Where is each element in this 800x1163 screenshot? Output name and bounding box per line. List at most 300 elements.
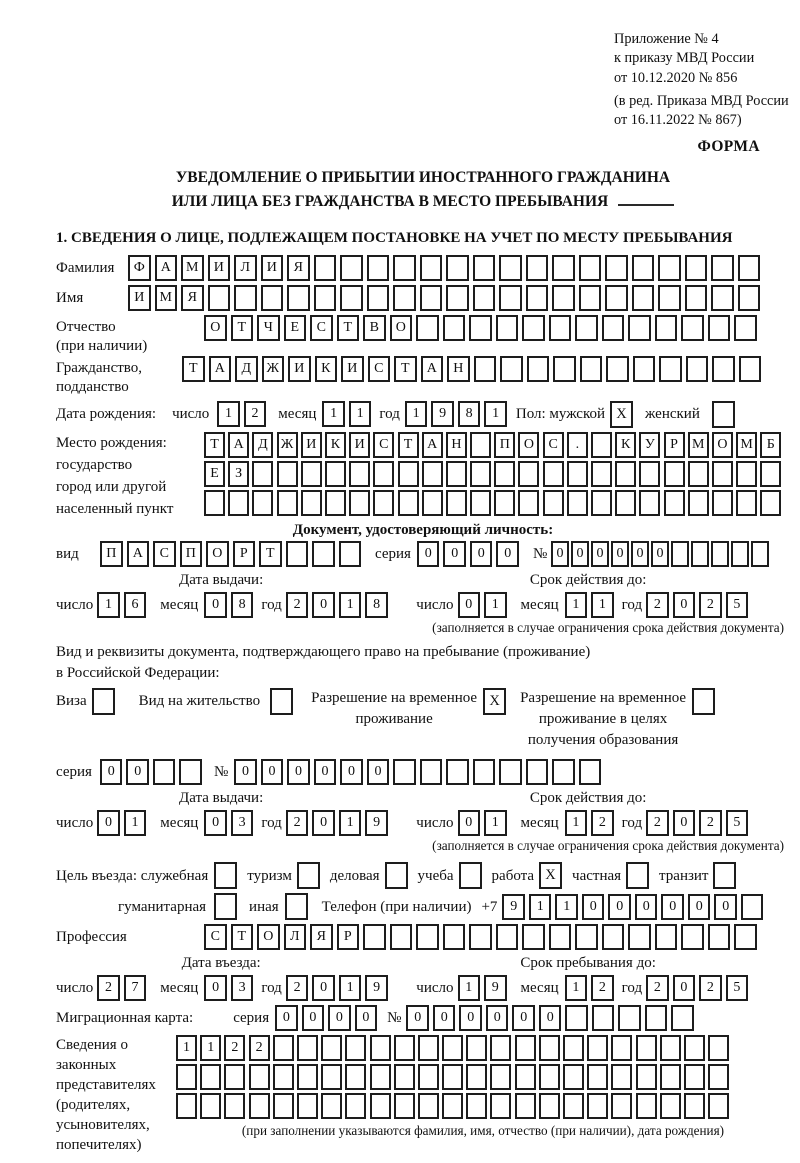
char-cell[interactable] [660, 1064, 681, 1090]
char-cell[interactable] [446, 461, 467, 487]
char-cell[interactable] [515, 1064, 536, 1090]
char-cell[interactable]: У [639, 432, 660, 458]
char-cell[interactable]: 0 [340, 759, 363, 785]
char-cell[interactable] [587, 1093, 608, 1119]
char-cell[interactable]: П [180, 541, 203, 567]
char-cell[interactable]: 3 [231, 810, 254, 836]
char-cell[interactable] [739, 356, 762, 382]
entry-year-cells[interactable] [286, 975, 392, 1001]
doc-valid-year-cells[interactable] [646, 592, 752, 618]
char-cell[interactable]: 2 [244, 401, 267, 427]
char-cell[interactable]: 0 [275, 1005, 298, 1031]
char-cell[interactable] [760, 461, 781, 487]
char-cell[interactable]: В [363, 315, 386, 341]
char-cell[interactable]: П [100, 541, 123, 567]
char-cell[interactable]: 9 [431, 401, 454, 427]
sex-male-checkbox[interactable]: X [610, 401, 633, 428]
char-cell[interactable]: И [261, 255, 284, 281]
char-cell[interactable] [552, 759, 575, 785]
char-cell[interactable]: 1 [217, 401, 240, 427]
char-cell[interactable] [711, 285, 734, 311]
char-cell[interactable]: 1 [458, 975, 481, 1001]
char-cell[interactable] [443, 315, 466, 341]
char-cell[interactable]: 1 [349, 401, 372, 427]
char-cell[interactable]: 0 [661, 894, 684, 920]
char-cell[interactable]: 6 [124, 592, 147, 618]
char-cell[interactable] [367, 255, 390, 281]
char-cell[interactable]: 0 [261, 759, 284, 785]
char-cell[interactable] [204, 490, 225, 516]
char-cell[interactable]: 0 [367, 759, 390, 785]
char-cell[interactable]: 1 [176, 1035, 197, 1061]
char-cell[interactable]: Я [181, 285, 204, 311]
char-cell[interactable] [363, 924, 386, 950]
char-cell[interactable] [345, 1064, 366, 1090]
char-cell[interactable] [605, 255, 628, 281]
char-cell[interactable] [321, 1093, 342, 1119]
char-cell[interactable] [575, 315, 598, 341]
char-cell[interactable] [321, 1035, 342, 1061]
char-cell[interactable] [370, 1035, 391, 1061]
doc-valid-month-cells[interactable] [565, 592, 618, 618]
char-cell[interactable]: С [373, 432, 394, 458]
char-cell[interactable]: 0 [714, 894, 737, 920]
char-cell[interactable]: Т [231, 315, 254, 341]
char-cell[interactable]: 1 [484, 810, 507, 836]
char-cell[interactable]: А [155, 255, 178, 281]
char-cell[interactable] [734, 315, 757, 341]
char-cell[interactable]: 2 [249, 1035, 270, 1061]
mig-series-cells[interactable] [275, 1005, 381, 1031]
char-cell[interactable] [470, 461, 491, 487]
char-cell[interactable] [393, 759, 416, 785]
char-cell[interactable]: Р [664, 432, 685, 458]
char-cell[interactable]: Т [394, 356, 417, 382]
stayuntil-month-cells[interactable] [565, 975, 618, 1001]
char-cell[interactable]: Я [287, 255, 310, 281]
char-cell[interactable] [301, 490, 322, 516]
char-cell[interactable] [712, 461, 733, 487]
char-cell[interactable] [321, 1064, 342, 1090]
char-cell[interactable] [563, 1093, 584, 1119]
char-cell[interactable]: Я [310, 924, 333, 950]
char-cell[interactable] [176, 1093, 197, 1119]
char-cell[interactable] [575, 924, 598, 950]
char-cell[interactable] [685, 255, 708, 281]
char-cell[interactable] [522, 924, 545, 950]
char-cell[interactable] [708, 1064, 729, 1090]
char-cell[interactable]: Т [231, 924, 254, 950]
char-cell[interactable] [639, 490, 660, 516]
char-cell[interactable] [543, 461, 564, 487]
phone-cells[interactable] [502, 894, 767, 920]
char-cell[interactable]: Р [233, 541, 256, 567]
purpose-official-checkbox[interactable] [214, 862, 237, 889]
char-cell[interactable] [490, 1093, 511, 1119]
char-cell[interactable]: С [153, 541, 176, 567]
char-cell[interactable] [684, 1093, 705, 1119]
char-cell[interactable]: Б [760, 432, 781, 458]
char-cell[interactable]: 2 [699, 810, 722, 836]
char-cell[interactable] [552, 285, 575, 311]
char-cell[interactable] [632, 255, 655, 281]
char-cell[interactable] [312, 541, 335, 567]
char-cell[interactable] [539, 1035, 560, 1061]
char-cell[interactable] [442, 1035, 463, 1061]
legal-cells-2[interactable] [176, 1064, 790, 1090]
char-cell[interactable]: И [128, 285, 151, 311]
char-cell[interactable]: 0 [314, 759, 337, 785]
char-cell[interactable]: 0 [417, 541, 440, 567]
char-cell[interactable] [579, 255, 602, 281]
char-cell[interactable]: И [208, 255, 231, 281]
char-cell[interactable]: 2 [699, 592, 722, 618]
char-cell[interactable] [228, 490, 249, 516]
char-cell[interactable] [549, 924, 572, 950]
char-cell[interactable] [208, 285, 231, 311]
char-cell[interactable] [660, 1035, 681, 1061]
char-cell[interactable] [277, 490, 298, 516]
char-cell[interactable] [297, 1035, 318, 1061]
legal-cells-1[interactable] [176, 1035, 790, 1061]
char-cell[interactable]: 0 [486, 1005, 509, 1031]
char-cell[interactable]: Т [398, 432, 419, 458]
char-cell[interactable] [632, 285, 655, 311]
char-cell[interactable]: Д [252, 432, 273, 458]
purpose-work-checkbox[interactable]: X [539, 862, 562, 889]
birthplace-cells-3[interactable] [204, 490, 785, 516]
char-cell[interactable]: 2 [646, 810, 669, 836]
char-cell[interactable] [179, 759, 202, 785]
char-cell[interactable] [685, 285, 708, 311]
char-cell[interactable]: 0 [458, 592, 481, 618]
char-cell[interactable] [176, 1064, 197, 1090]
char-cell[interactable] [611, 1064, 632, 1090]
char-cell[interactable] [684, 1064, 705, 1090]
char-cell[interactable] [234, 285, 257, 311]
char-cell[interactable] [499, 285, 522, 311]
char-cell[interactable] [349, 490, 370, 516]
char-cell[interactable] [474, 356, 497, 382]
char-cell[interactable] [473, 285, 496, 311]
char-cell[interactable]: А [209, 356, 232, 382]
char-cell[interactable] [636, 1035, 657, 1061]
char-cell[interactable]: 1 [124, 810, 147, 836]
purpose-business-checkbox[interactable] [385, 862, 408, 889]
char-cell[interactable] [681, 315, 704, 341]
char-cell[interactable]: 0 [512, 1005, 535, 1031]
char-cell[interactable]: 0 [673, 975, 696, 1001]
char-cell[interactable] [563, 1064, 584, 1090]
char-cell[interactable] [420, 285, 443, 311]
char-cell[interactable] [567, 461, 588, 487]
char-cell[interactable]: 9 [502, 894, 525, 920]
visa-checkbox[interactable] [92, 688, 115, 715]
char-cell[interactable]: 0 [571, 541, 589, 567]
char-cell[interactable] [373, 461, 394, 487]
residence-permit-checkbox[interactable] [270, 688, 293, 715]
stay-valid-year-cells[interactable] [646, 810, 752, 836]
char-cell[interactable] [731, 541, 749, 567]
char-cell[interactable] [580, 356, 603, 382]
char-cell[interactable] [252, 490, 273, 516]
char-cell[interactable] [636, 1093, 657, 1119]
char-cell[interactable]: 8 [458, 401, 481, 427]
char-cell[interactable] [708, 1035, 729, 1061]
char-cell[interactable] [370, 1093, 391, 1119]
char-cell[interactable] [442, 1064, 463, 1090]
char-cell[interactable] [490, 1064, 511, 1090]
doc-valid-day-cells[interactable] [458, 592, 511, 618]
char-cell[interactable] [660, 1093, 681, 1119]
char-cell[interactable]: О [257, 924, 280, 950]
char-cell[interactable]: К [315, 356, 338, 382]
char-cell[interactable] [691, 541, 709, 567]
char-cell[interactable] [340, 285, 363, 311]
char-cell[interactable] [591, 432, 612, 458]
char-cell[interactable] [473, 759, 496, 785]
char-cell[interactable] [711, 255, 734, 281]
char-cell[interactable]: 1 [339, 810, 362, 836]
char-cell[interactable] [664, 490, 685, 516]
char-cell[interactable]: 0 [312, 975, 335, 1001]
char-cell[interactable]: Л [234, 255, 257, 281]
stay-number-cells[interactable] [234, 759, 605, 785]
char-cell[interactable] [496, 924, 519, 950]
char-cell[interactable]: Е [204, 461, 225, 487]
char-cell[interactable]: 0 [406, 1005, 429, 1031]
stay-issue-month-cells[interactable] [204, 810, 257, 836]
char-cell[interactable]: А [422, 432, 443, 458]
char-cell[interactable] [655, 315, 678, 341]
char-cell[interactable] [420, 759, 443, 785]
char-cell[interactable] [587, 1035, 608, 1061]
char-cell[interactable] [659, 356, 682, 382]
char-cell[interactable] [708, 315, 731, 341]
stayuntil-year-cells[interactable] [646, 975, 752, 1001]
char-cell[interactable] [518, 461, 539, 487]
char-cell[interactable] [526, 285, 549, 311]
char-cell[interactable] [587, 1064, 608, 1090]
char-cell[interactable]: Т [182, 356, 205, 382]
char-cell[interactable] [446, 490, 467, 516]
char-cell[interactable]: 0 [126, 759, 149, 785]
char-cell[interactable]: М [155, 285, 178, 311]
purpose-tourism-checkbox[interactable] [297, 862, 320, 889]
char-cell[interactable]: И [301, 432, 322, 458]
char-cell[interactable]: Р [337, 924, 360, 950]
char-cell[interactable] [469, 315, 492, 341]
legal-cells-3[interactable] [176, 1093, 790, 1119]
char-cell[interactable]: 0 [551, 541, 569, 567]
char-cell[interactable] [527, 356, 550, 382]
char-cell[interactable]: 8 [365, 592, 388, 618]
char-cell[interactable]: 0 [459, 1005, 482, 1031]
char-cell[interactable] [367, 285, 390, 311]
char-cell[interactable] [224, 1093, 245, 1119]
char-cell[interactable]: 1 [565, 975, 588, 1001]
char-cell[interactable] [393, 255, 416, 281]
char-cell[interactable] [579, 759, 602, 785]
char-cell[interactable] [526, 759, 549, 785]
char-cell[interactable]: 5 [726, 592, 749, 618]
char-cell[interactable]: П [494, 432, 515, 458]
char-cell[interactable]: 2 [286, 810, 309, 836]
char-cell[interactable]: 0 [443, 541, 466, 567]
char-cell[interactable] [618, 1005, 641, 1031]
char-cell[interactable] [628, 315, 651, 341]
char-cell[interactable] [605, 285, 628, 311]
char-cell[interactable]: 1 [529, 894, 552, 920]
stay-issue-year-cells[interactable] [286, 810, 392, 836]
char-cell[interactable] [418, 1064, 439, 1090]
char-cell[interactable] [345, 1035, 366, 1061]
char-cell[interactable] [591, 490, 612, 516]
char-cell[interactable]: 2 [97, 975, 120, 1001]
char-cell[interactable]: Д [235, 356, 258, 382]
char-cell[interactable] [416, 315, 439, 341]
char-cell[interactable] [200, 1093, 221, 1119]
char-cell[interactable] [394, 1093, 415, 1119]
char-cell[interactable]: И [288, 356, 311, 382]
char-cell[interactable] [252, 461, 273, 487]
char-cell[interactable] [277, 461, 298, 487]
char-cell[interactable] [565, 1005, 588, 1031]
char-cell[interactable] [249, 1064, 270, 1090]
purpose-study-checkbox[interactable] [459, 862, 482, 889]
char-cell[interactable]: 0 [673, 810, 696, 836]
char-cell[interactable]: 5 [726, 810, 749, 836]
char-cell[interactable] [466, 1064, 487, 1090]
char-cell[interactable] [446, 255, 469, 281]
char-cell[interactable] [273, 1064, 294, 1090]
char-cell[interactable] [466, 1035, 487, 1061]
char-cell[interactable] [539, 1064, 560, 1090]
char-cell[interactable]: 1 [322, 401, 345, 427]
char-cell[interactable] [446, 285, 469, 311]
char-cell[interactable] [579, 285, 602, 311]
stay-valid-day-cells[interactable] [458, 810, 511, 836]
char-cell[interactable]: М [736, 432, 757, 458]
char-cell[interactable] [325, 461, 346, 487]
char-cell[interactable]: 0 [631, 541, 649, 567]
doc-issue-month-cells[interactable] [204, 592, 257, 618]
char-cell[interactable] [522, 315, 545, 341]
char-cell[interactable] [394, 1064, 415, 1090]
char-cell[interactable] [470, 490, 491, 516]
char-cell[interactable] [591, 461, 612, 487]
char-cell[interactable]: 0 [611, 541, 629, 567]
char-cell[interactable] [420, 255, 443, 281]
char-cell[interactable] [394, 1035, 415, 1061]
char-cell[interactable]: 2 [286, 592, 309, 618]
char-cell[interactable] [602, 315, 625, 341]
char-cell[interactable] [273, 1093, 294, 1119]
char-cell[interactable] [602, 924, 625, 950]
char-cell[interactable] [499, 759, 522, 785]
purpose-private-checkbox[interactable] [626, 862, 649, 889]
char-cell[interactable]: Т [204, 432, 225, 458]
char-cell[interactable]: К [615, 432, 636, 458]
entry-day-cells[interactable] [97, 975, 150, 1001]
char-cell[interactable]: 2 [591, 810, 614, 836]
char-cell[interactable] [543, 490, 564, 516]
char-cell[interactable]: 0 [608, 894, 631, 920]
char-cell[interactable] [711, 541, 729, 567]
char-cell[interactable]: 1 [565, 810, 588, 836]
char-cell[interactable]: 0 [582, 894, 605, 920]
rvp-education-checkbox[interactable] [692, 688, 715, 715]
char-cell[interactable]: 1 [339, 592, 362, 618]
char-cell[interactable]: Ф [128, 255, 151, 281]
char-cell[interactable] [741, 894, 764, 920]
char-cell[interactable] [494, 490, 515, 516]
char-cell[interactable] [398, 461, 419, 487]
char-cell[interactable] [636, 1064, 657, 1090]
char-cell[interactable] [628, 924, 651, 950]
char-cell[interactable]: Н [447, 356, 470, 382]
char-cell[interactable] [645, 1005, 668, 1031]
char-cell[interactable] [552, 255, 575, 281]
char-cell[interactable] [567, 490, 588, 516]
char-cell[interactable]: И [349, 432, 370, 458]
char-cell[interactable]: О [712, 432, 733, 458]
char-cell[interactable]: 0 [673, 592, 696, 618]
char-cell[interactable]: 0 [287, 759, 310, 785]
char-cell[interactable] [526, 255, 549, 281]
char-cell[interactable] [442, 1093, 463, 1119]
char-cell[interactable] [658, 255, 681, 281]
char-cell[interactable] [549, 315, 572, 341]
char-cell[interactable] [658, 285, 681, 311]
char-cell[interactable]: 0 [302, 1005, 325, 1031]
rvp-checkbox[interactable]: X [483, 688, 506, 715]
char-cell[interactable]: 2 [646, 975, 669, 1001]
patronymic-cells[interactable] [204, 315, 761, 341]
char-cell[interactable]: Е [284, 315, 307, 341]
char-cell[interactable] [686, 356, 709, 382]
birthplace-cells-1[interactable] [204, 432, 785, 458]
char-cell[interactable] [736, 461, 757, 487]
char-cell[interactable] [249, 1093, 270, 1119]
citizenship-cells[interactable] [182, 356, 765, 382]
char-cell[interactable]: С [543, 432, 564, 458]
char-cell[interactable]: 0 [328, 1005, 351, 1031]
char-cell[interactable] [738, 285, 761, 311]
char-cell[interactable] [760, 490, 781, 516]
char-cell[interactable] [518, 490, 539, 516]
char-cell[interactable] [261, 285, 284, 311]
char-cell[interactable] [655, 924, 678, 950]
char-cell[interactable] [314, 255, 337, 281]
char-cell[interactable]: С [368, 356, 391, 382]
char-cell[interactable]: А [127, 541, 150, 567]
birthplace-cells-2[interactable] [204, 461, 785, 487]
char-cell[interactable] [273, 1035, 294, 1061]
char-cell[interactable] [671, 1005, 694, 1031]
char-cell[interactable]: 1 [200, 1035, 221, 1061]
char-cell[interactable] [398, 490, 419, 516]
doc-type-cells[interactable] [100, 541, 365, 567]
mig-number-cells[interactable] [406, 1005, 698, 1031]
char-cell[interactable] [738, 255, 761, 281]
char-cell[interactable] [592, 1005, 615, 1031]
char-cell[interactable] [688, 461, 709, 487]
char-cell[interactable] [224, 1064, 245, 1090]
char-cell[interactable]: 2 [699, 975, 722, 1001]
char-cell[interactable] [664, 461, 685, 487]
char-cell[interactable]: А [228, 432, 249, 458]
